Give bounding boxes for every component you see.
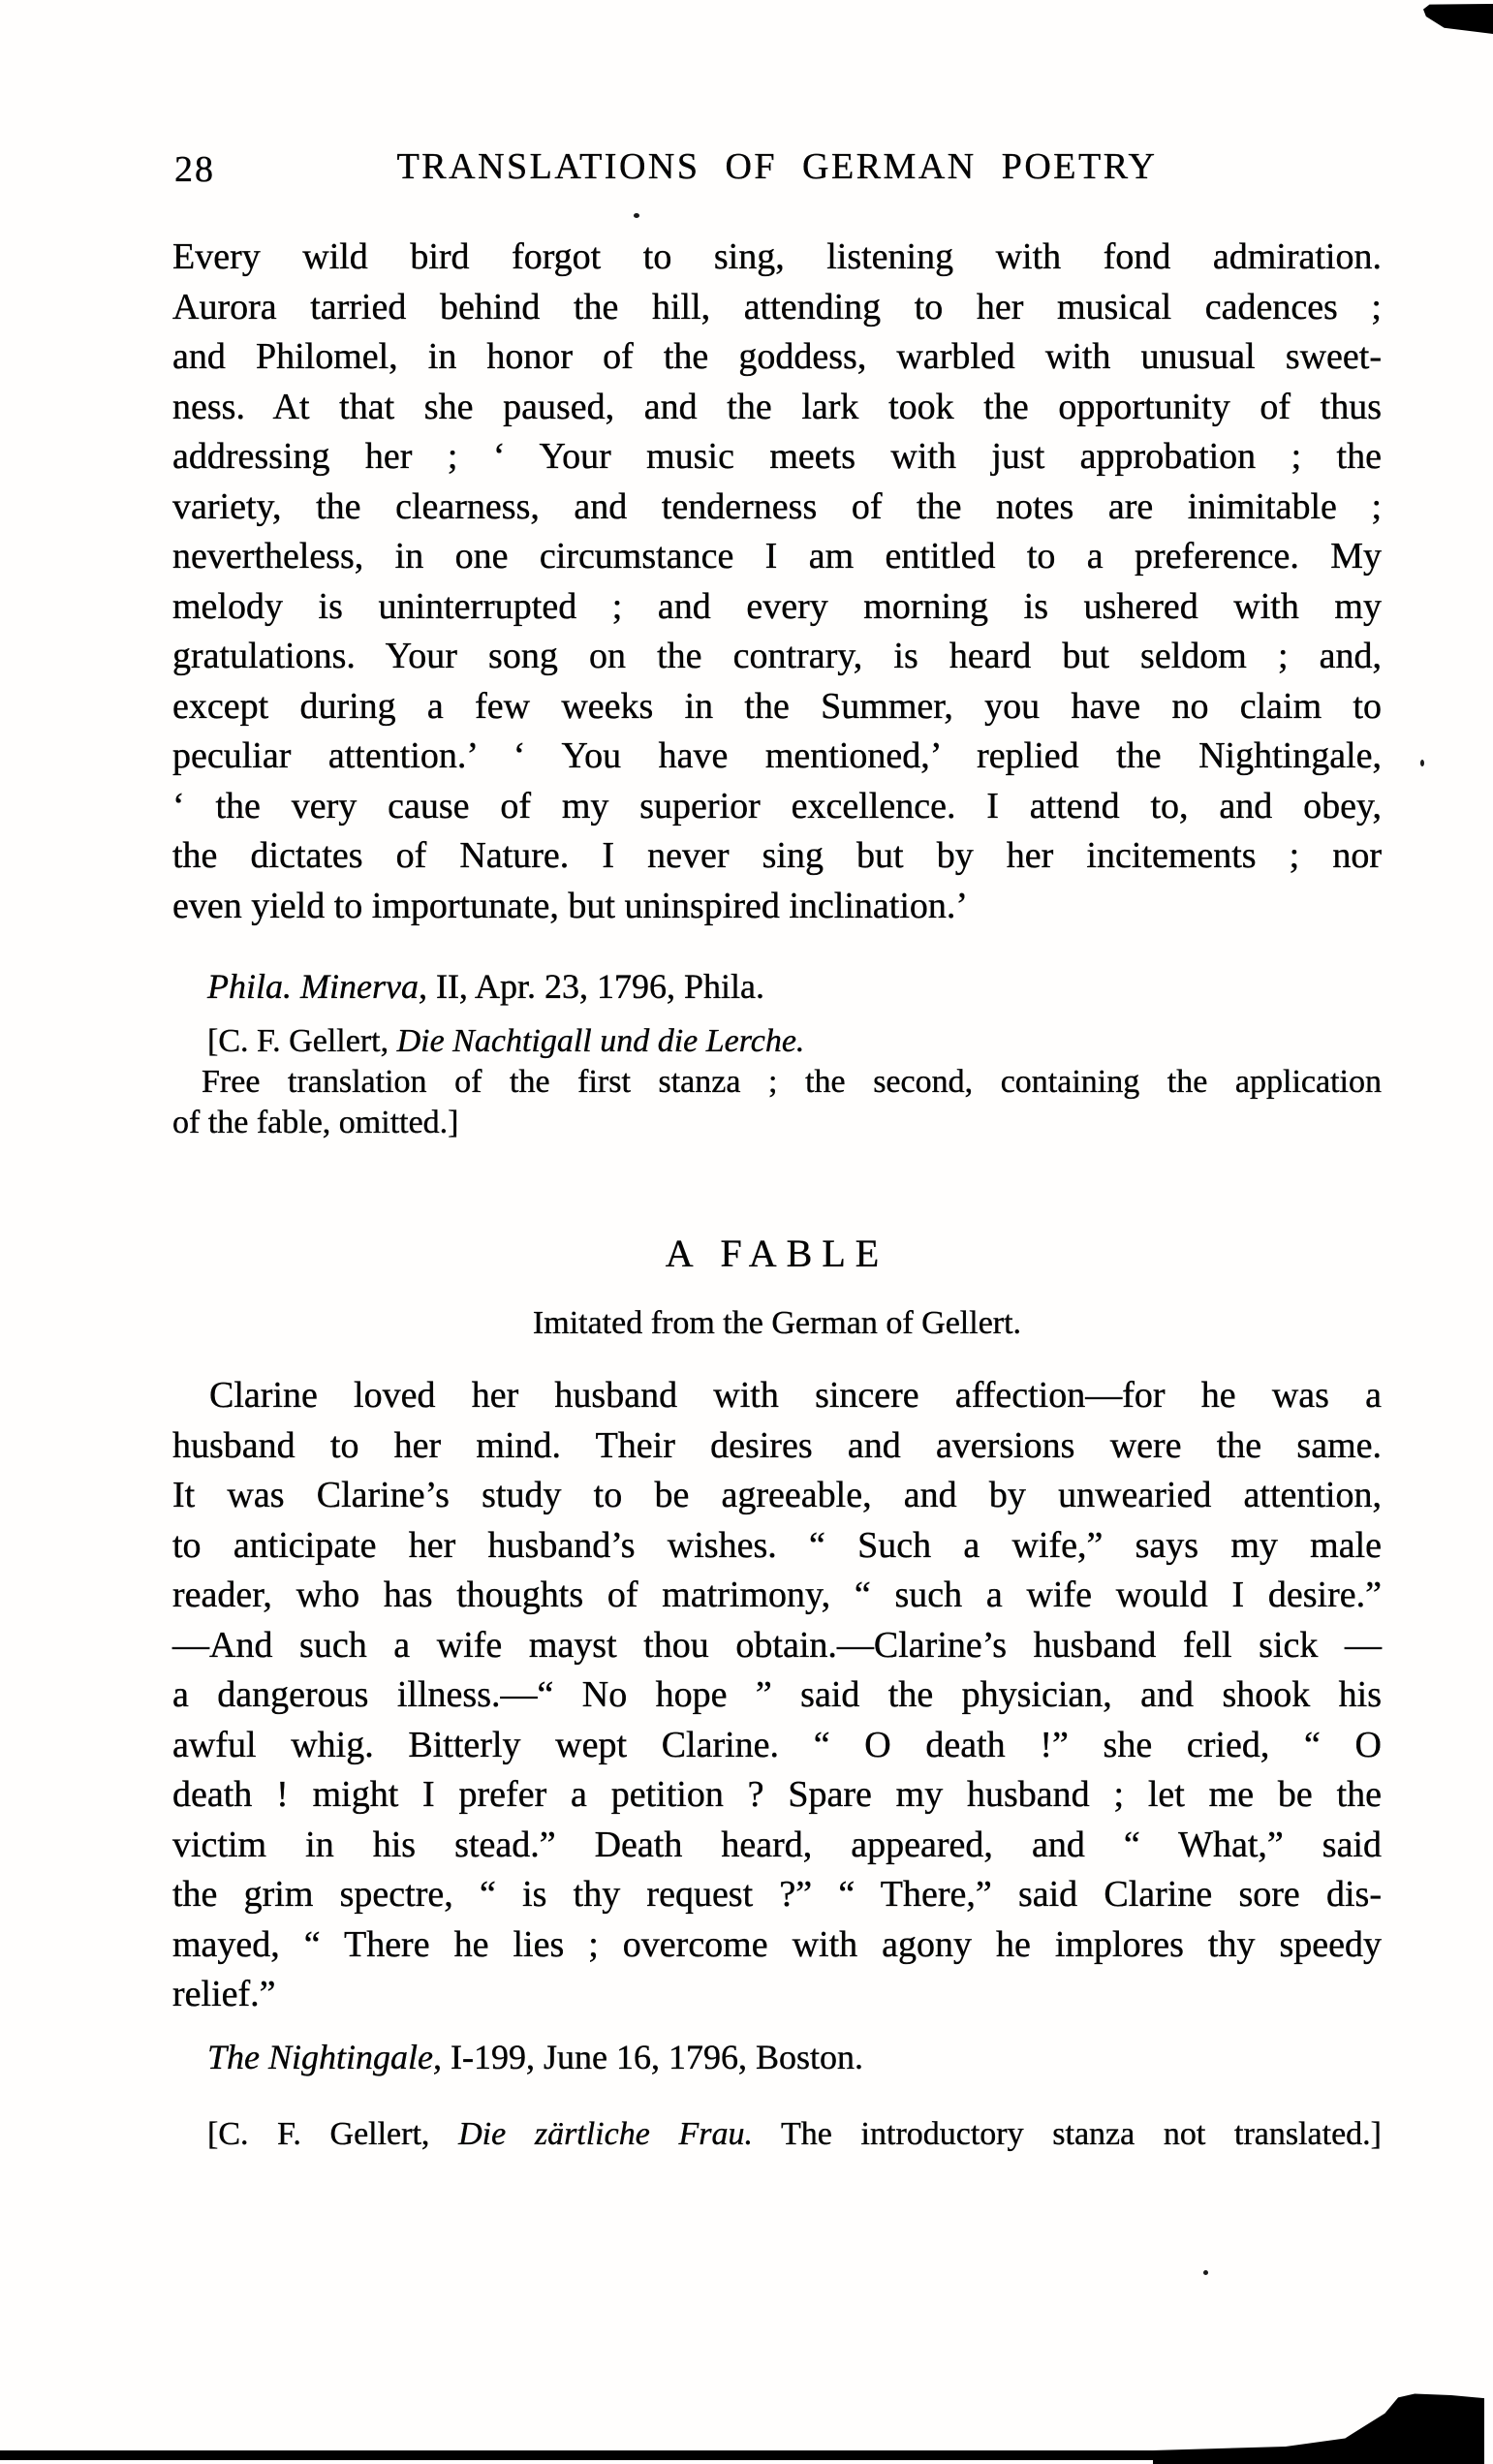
text-line: relief.” (172, 1974, 276, 2014)
ink-speck (634, 213, 639, 218)
text-line: ness. At that she paused, and the lark took the opportunity of thus (172, 386, 1382, 427)
entry2-editor-note (172, 2114, 1382, 2155)
text-line: reader, who has thoughts of matrimony, “ such a wife would I desire.” (172, 1575, 1382, 1615)
text-line: melody is uninterrupted ; and every morning is ushered with my (172, 585, 1382, 627)
note-line (172, 1021, 1382, 1062)
note-line: Free translation of the first stanza ; the second, containing the application (202, 1064, 1382, 1100)
text-line: awful whig. Bitterly wept Clarine. “ O death !” she cried, “ O (172, 1724, 1382, 1765)
page-number: 28 (174, 149, 215, 190)
running-title: TRANSLATIONS OF GERMAN POETRY (396, 146, 1158, 187)
section-subheading: Imitated from the German of Gellert. (532, 1305, 1022, 1341)
text-line: even yield to importunate, but uninspired inclination.’ (172, 885, 969, 926)
text-line: a dangerous illness.—“ No hope ” said the physician, and shook his (172, 1674, 1382, 1715)
text-line: addressing her ; ‘ Your music meets with just approbation ; the (172, 436, 1382, 477)
note-detail: The introductory stanza not translated.] (752, 2116, 1383, 2152)
text-line: Aurora tarried behind the hill, attending to her musical cadences ; (172, 286, 1382, 327)
text-line: ‘ the very cause of my superior excellence. I attend to, and obey, (172, 785, 1382, 827)
note-source-title: Die Nachtigall und die Lerche. (396, 1023, 805, 1059)
text-line: and Philomel, in honor of the goddess, warbled with unusual sweet- (172, 336, 1382, 377)
text-line: death ! might I prefer a petition ? Spare my husband ; let me be the (172, 1774, 1382, 1815)
text-line: gratulations. Your song on the contrary, is heard but seldom ; and, (172, 636, 1382, 676)
entry1-editor-note (172, 1021, 1382, 1143)
scan-artifact-top-right (1423, 4, 1493, 34)
citation-source: The Nightingale, (207, 2038, 442, 2076)
note-source-title: Die zärtliche Frau. (458, 2116, 753, 2152)
text-line: Every wild bird forgot to sing, listening with fond admiration. (172, 236, 1382, 277)
entry1-citation (207, 965, 764, 1008)
text-line: It was Clarine’s study to be agreeable, and by unwearied attention, (172, 1475, 1382, 1515)
scan-artifact-bottom-bar (0, 2450, 1155, 2460)
ink-speck (1203, 2270, 1208, 2275)
text-line: husband to her mind. Their desires and aversions were the same. (172, 1424, 1382, 1466)
text-line: —And such a wife mayst thou obtain.—Clarine’s husband fell sick — (172, 1624, 1382, 1666)
text-line: the grim spectre, “ is thy request ?” “ There,” said Clarine sore dis- (172, 1874, 1382, 1915)
text-line: victim in his stead.” Death heard, appeared, and “ What,” said (172, 1824, 1382, 1865)
text-line: except during a few weeks in the Summer, you have no claim to (172, 685, 1382, 727)
citation-detail: II, Apr. 23, 1796, Phila. (426, 967, 764, 1006)
running-header (172, 145, 1382, 190)
text-line: the dictates of Nature. I never sing but by her incitements ; nor (172, 835, 1382, 876)
note-line: of the fable, omitted.] (172, 1105, 459, 1140)
section-heading: A FABLE (665, 1232, 889, 1275)
text-line: peculiar attention.’ ‘ You have mentioned,’ replied the Nightingale, (172, 735, 1382, 776)
citation-source: Phila. Minerva, (207, 967, 427, 1006)
text-line: to anticipate her husband’s wishes. “ Such a wife,” says my male (172, 1524, 1382, 1566)
text-line: variety, the clearness, and tenderness of the notes are inimitable ; (172, 485, 1382, 527)
entry1-paragraph (172, 233, 1382, 931)
text-line: Clarine loved her husband with sincere affection—for he was a (209, 1375, 1382, 1416)
note-prefix: [C. F. Gellert, (207, 1023, 397, 1059)
text-line: mayed, “ There he lies ; overcome with agony he implores thy speedy (172, 1923, 1382, 1965)
scan-artifact-bottom-right (1153, 2388, 1484, 2464)
ink-speck (1420, 760, 1424, 766)
entry2-citation (207, 2036, 863, 2078)
entry2-paragraph (172, 1371, 1382, 2020)
text-line: nevertheless, in one circumstance I am entitled to a preference. My (172, 536, 1382, 577)
note-prefix: [C. F. Gellert, (207, 2116, 459, 2152)
citation-detail: I-199, June 16, 1796, Boston. (442, 2038, 863, 2076)
